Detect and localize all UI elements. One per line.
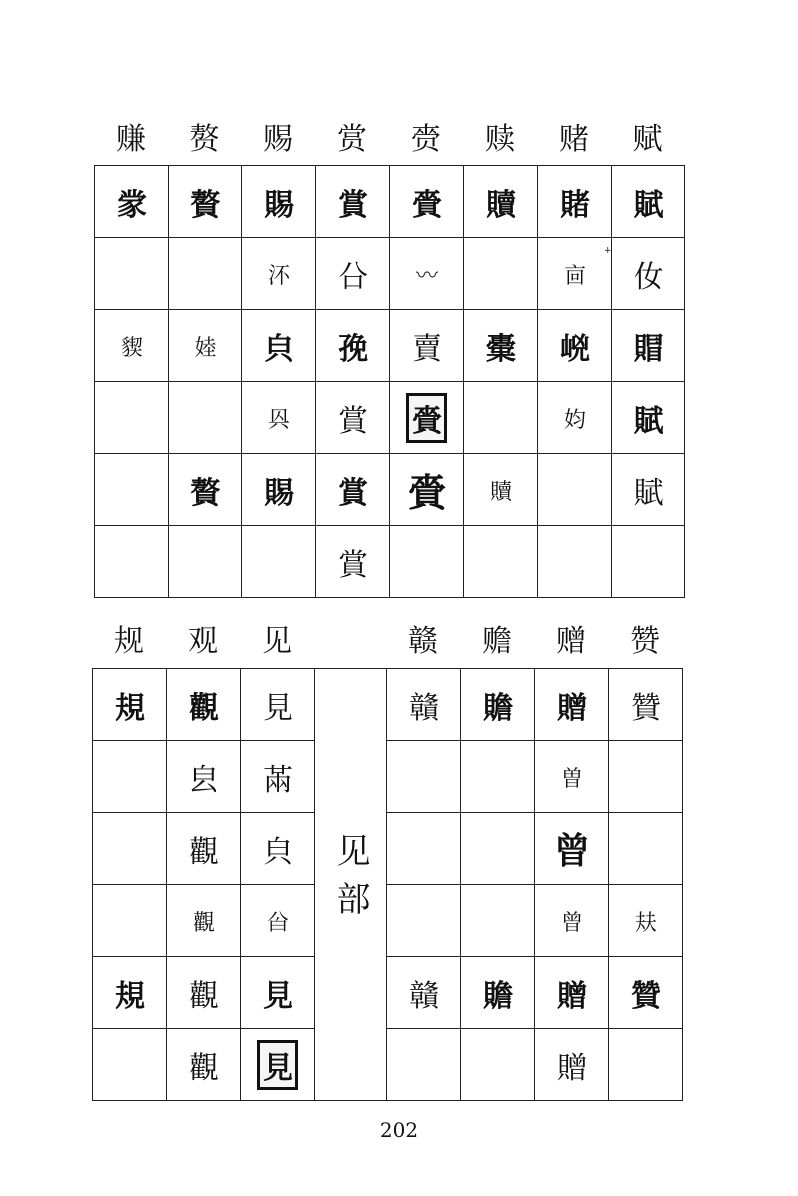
glyph-cell	[169, 526, 242, 598]
glyph-cell	[241, 669, 315, 741]
small-mark: +	[604, 246, 612, 256]
seal-glyph: 㟅	[560, 331, 589, 367]
glyph-cell	[316, 526, 390, 598]
seal-glyph: 㐭	[563, 264, 585, 289]
seal-glyph: 贅	[190, 475, 220, 511]
seal-glyph: 㒵	[264, 331, 293, 367]
top-header-0: 赚	[116, 122, 146, 157]
seal-glyph: 賞	[338, 187, 367, 223]
seal-glyph: 賜	[264, 475, 293, 511]
glyph-cell	[167, 957, 241, 1029]
seal-glyph: 贈	[557, 1050, 586, 1086]
seal-glyph: 賞	[338, 403, 367, 439]
seal-glyph: 曾	[560, 911, 582, 936]
glyph-cell	[95, 382, 169, 454]
glyph-cell	[93, 957, 167, 1029]
glyph-cell	[242, 310, 316, 382]
glyph-cell	[390, 238, 464, 310]
bottom-header-left-2: 见	[262, 624, 292, 659]
glyph-cell	[390, 166, 464, 238]
seal-glyph: 贛	[409, 978, 438, 1014]
glyph-cell	[167, 813, 241, 885]
glyph-cell	[535, 813, 609, 885]
glyph-cell	[612, 238, 685, 310]
glyph-cell	[538, 454, 612, 526]
top-header-7: 赋	[632, 122, 663, 157]
glyph-cell	[612, 526, 685, 598]
glyph-cell	[535, 741, 609, 813]
seal-glyph: 賫	[406, 393, 447, 443]
seal-glyph: 見	[257, 1040, 298, 1090]
glyph-cell	[316, 454, 390, 526]
glyph-cell	[95, 310, 169, 382]
glyph-cell	[464, 166, 538, 238]
glyph-cell	[241, 885, 315, 957]
seal-glyph: 㚢	[633, 259, 663, 295]
glyph-cell	[387, 885, 461, 957]
table-row	[93, 813, 683, 885]
seal-glyph: 賭	[560, 187, 589, 223]
seal-glyph: 賦	[633, 187, 663, 223]
bottom-header-left	[92, 622, 314, 662]
seal-glyph: 見	[263, 978, 292, 1014]
glyph-cell	[390, 454, 464, 526]
glyph-cell	[95, 454, 169, 526]
glyph-cell	[538, 310, 612, 382]
section-label: 见部	[330, 832, 370, 929]
glyph-cell	[316, 382, 390, 454]
glyph-cell	[390, 382, 464, 454]
table-row	[93, 669, 683, 741]
glyph-cell	[95, 526, 169, 598]
glyph-cell	[169, 454, 242, 526]
bottom-header-right-2: 赠	[556, 624, 586, 659]
bottom-header-right-3: 赞	[630, 624, 660, 659]
glyph-cell	[241, 813, 315, 885]
seal-glyph: 賦	[633, 403, 663, 439]
glyph-cell	[169, 310, 242, 382]
glyph-cell	[387, 669, 461, 741]
glyph-cell	[464, 526, 538, 598]
glyph-cell	[535, 957, 609, 1029]
section-label-cell	[315, 669, 387, 1101]
seal-glyph: 䝟	[120, 336, 142, 361]
glyph-cell	[464, 238, 538, 310]
seal-glyph: 曽	[560, 767, 582, 792]
glyph-cell	[169, 238, 242, 310]
seal-glyph: 賫	[407, 470, 445, 515]
glyph-cell	[95, 238, 169, 310]
glyph-cell	[538, 382, 612, 454]
glyph-cell	[461, 957, 535, 1029]
glyph-cell	[612, 454, 685, 526]
seal-glyph: 觀	[192, 911, 214, 936]
glyph-cell	[241, 957, 315, 1029]
glyph-cell	[387, 1029, 461, 1101]
glyph-cell	[316, 166, 390, 238]
seal-glyph: 㒷	[267, 408, 289, 433]
seal-glyph: 贊	[631, 690, 660, 726]
seal-glyph: 觀	[189, 978, 218, 1014]
glyph-cell	[169, 382, 242, 454]
glyph-cell	[93, 813, 167, 885]
seal-glyph: 觀	[189, 690, 218, 726]
bottom-header-right	[386, 622, 682, 662]
glyph-cell	[538, 238, 612, 310]
seal-glyph: 賦	[633, 475, 663, 511]
top-header-1: 赘	[189, 122, 220, 157]
table-row	[95, 454, 685, 526]
seal-glyph: 㳅	[267, 264, 289, 289]
glyph-cell	[95, 166, 169, 238]
glyph-cell	[241, 741, 315, 813]
glyph-cell	[316, 238, 390, 310]
top-header-5: 赎	[485, 122, 515, 157]
top-header-4: 赍	[411, 122, 441, 157]
glyph-cell	[390, 310, 464, 382]
glyph-cell	[167, 1029, 241, 1101]
glyph-cell	[535, 669, 609, 741]
bottom-header-left-1: 观	[188, 624, 218, 659]
seal-glyph: 觀	[189, 1050, 218, 1086]
bottom-glyph-table	[92, 668, 683, 1101]
seal-glyph: 䝉	[117, 187, 146, 223]
seal-glyph: 賞	[338, 547, 367, 583]
top-header-2: 赐	[263, 122, 293, 157]
glyph-cell	[242, 166, 316, 238]
glyph-cell	[242, 454, 316, 526]
glyph-cell	[461, 669, 535, 741]
top-header-6: 赌	[559, 122, 589, 157]
seal-glyph: 曾	[553, 830, 589, 872]
glyph-cell	[461, 1029, 535, 1101]
glyph-cell	[387, 957, 461, 1029]
glyph-cell	[93, 885, 167, 957]
bottom-header-right-0: 赣	[408, 624, 438, 659]
seal-glyph: 贍	[483, 978, 512, 1014]
seal-glyph: 㚬	[563, 408, 585, 433]
seal-glyph: 賣	[412, 331, 441, 367]
glyph-cell	[612, 310, 685, 382]
seal-glyph: 賫	[412, 187, 441, 223]
table-row	[93, 1029, 683, 1101]
seal-glyph: 㿝	[189, 762, 218, 798]
seal-glyph: 贖	[489, 480, 511, 505]
glyph-cell	[535, 1029, 609, 1101]
seal-glyph: 㚘	[634, 911, 656, 936]
top-header-row	[94, 120, 684, 160]
seal-glyph: 㒶	[266, 911, 288, 936]
seal-glyph: 㒼	[263, 762, 292, 798]
bottom-header-left-0: 规	[114, 624, 144, 659]
glyph-cell	[242, 382, 316, 454]
table-row	[95, 166, 685, 238]
glyph-cell	[535, 885, 609, 957]
glyph-cell	[609, 813, 683, 885]
seal-glyph: 規	[115, 978, 144, 1014]
glyph-cell	[242, 526, 316, 598]
glyph-cell	[612, 382, 685, 454]
glyph-cell	[461, 741, 535, 813]
seal-glyph: 㯱	[486, 331, 515, 367]
glyph-cell	[167, 741, 241, 813]
top-glyph-table	[94, 165, 685, 598]
table-row	[93, 885, 683, 957]
table-row	[95, 526, 685, 598]
glyph-cell	[93, 1029, 167, 1101]
glyph-cell	[609, 669, 683, 741]
table-row	[95, 310, 685, 382]
glyph-cell	[609, 957, 683, 1029]
top-header-3: 赏	[337, 122, 367, 157]
seal-glyph: 贈	[557, 978, 586, 1014]
glyph-cell	[609, 741, 683, 813]
seal-glyph: 賵	[633, 331, 663, 367]
glyph-cell	[464, 310, 538, 382]
seal-glyph: 㝃	[338, 331, 367, 367]
table-row	[93, 957, 683, 1029]
glyph-cell	[609, 1029, 683, 1101]
bottom-header-right-1: 赡	[482, 624, 512, 659]
glyph-cell	[387, 813, 461, 885]
glyph-cell	[464, 454, 538, 526]
table-row	[95, 238, 685, 310]
seal-glyph: 觀	[189, 834, 218, 870]
seal-glyph: 賜	[264, 187, 293, 223]
seal-glyph: 贍	[483, 690, 512, 726]
page-number: 202	[379, 1118, 419, 1142]
glyph-cell	[169, 166, 242, 238]
seal-glyph: 贖	[486, 187, 515, 223]
seal-glyph: 贅	[190, 187, 220, 223]
glyph-cell	[390, 526, 464, 598]
glyph-cell	[241, 1029, 315, 1101]
glyph-cell	[93, 669, 167, 741]
seal-glyph: 贊	[631, 978, 660, 1014]
glyph-cell	[461, 885, 535, 957]
glyph-cell	[93, 741, 167, 813]
glyph-cell	[612, 166, 685, 238]
seal-glyph: 〰	[415, 264, 437, 289]
table-row	[93, 741, 683, 813]
table-row	[95, 382, 685, 454]
glyph-cell	[538, 166, 612, 238]
glyph-cell	[242, 238, 316, 310]
seal-glyph: 贈	[557, 690, 586, 726]
glyph-cell	[167, 669, 241, 741]
glyph-cell	[316, 310, 390, 382]
seal-glyph: 㒵	[263, 834, 292, 870]
glyph-cell	[461, 813, 535, 885]
seal-glyph: 規	[115, 690, 144, 726]
glyph-cell	[538, 526, 612, 598]
glyph-cell	[464, 382, 538, 454]
seal-glyph: 賞	[338, 475, 367, 511]
seal-glyph: 㛬	[194, 336, 216, 361]
seal-glyph: 贛	[409, 690, 438, 726]
seal-glyph: 見	[263, 690, 292, 726]
glyph-cell	[609, 885, 683, 957]
glyph-cell	[387, 741, 461, 813]
seal-glyph: 㕣	[338, 259, 367, 295]
glyph-cell	[167, 885, 241, 957]
